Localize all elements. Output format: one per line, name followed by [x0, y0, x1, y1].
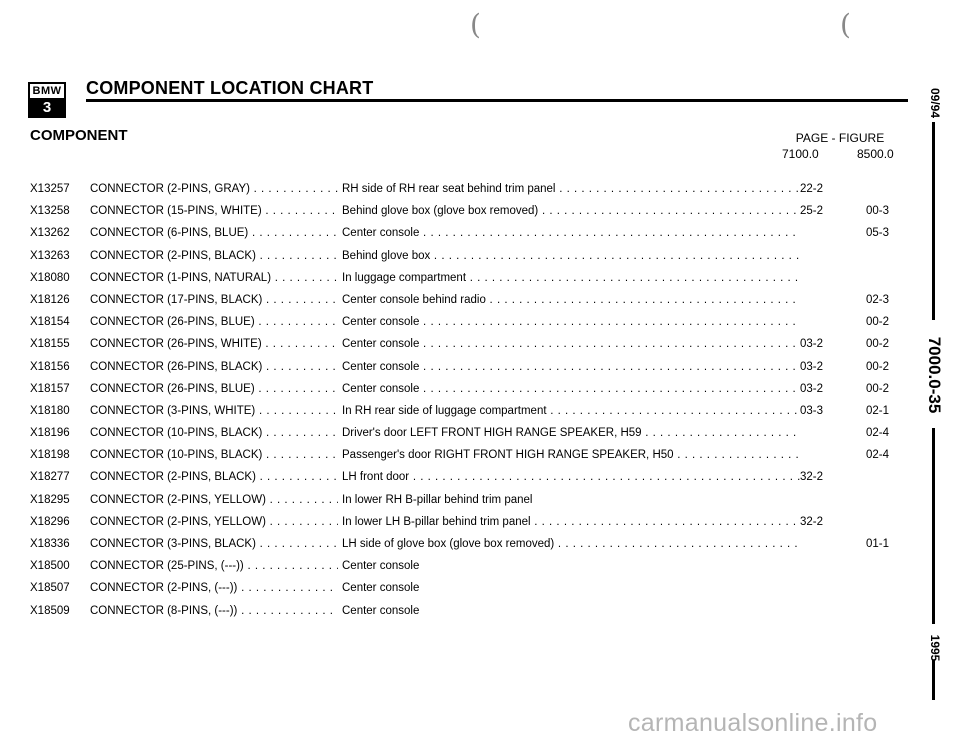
side-page-number: 7000.0-35: [925, 336, 944, 414]
page-figure-label: PAGE - FIGURE: [795, 131, 885, 145]
component-code: X18154: [30, 316, 70, 329]
component-name: CONNECTOR (2-PINS, GRAY) . . .: [90, 178, 338, 200]
logo-brand-text: BMW: [30, 84, 64, 100]
page-reference: 32-2: [800, 466, 826, 488]
component-code: X18180: [30, 404, 70, 417]
component-location: Behind glove box . . .: [342, 245, 800, 267]
figure-column-label: 8500.0: [857, 147, 894, 161]
component-code: X18295: [30, 493, 70, 506]
component-table: [0, 178, 960, 622]
table-row: [0, 333, 960, 355]
table-row: [0, 555, 960, 577]
component-location: Center console: [342, 582, 420, 595]
title-underline: [86, 99, 908, 102]
component-code: X18080: [30, 271, 70, 284]
component-location: Center console . . .: [342, 378, 800, 400]
figure-reference: 02-3: [866, 293, 890, 306]
component-location: Driver's door LEFT FRONT HIGH RANGE SPEAKER, H59 . . .: [342, 422, 800, 444]
component-location: LH side of glove box (glove box removed) . . .: [342, 533, 800, 555]
page-reference: 32-2: [800, 511, 826, 533]
table-row: [0, 267, 960, 289]
component-name: CONNECTOR (25-PINS, (---)) . . .: [90, 555, 338, 577]
page-reference: 03-2: [800, 333, 826, 355]
figure-reference: 00-3: [866, 205, 890, 218]
component-code: X18126: [30, 293, 70, 306]
page-reference: 25-2: [800, 200, 826, 222]
component-code: X18509: [30, 604, 70, 617]
component-code: X18156: [30, 360, 70, 373]
footer-watermark-url: carmanualsonline.info: [628, 709, 878, 737]
side-rule: [932, 122, 935, 320]
component-code: X13258: [30, 205, 70, 218]
table-row: [0, 178, 960, 200]
figure-reference: 00-2: [866, 382, 890, 395]
figure-reference: 00-2: [866, 338, 890, 351]
side-date: 09/94: [928, 87, 942, 119]
table-row: [0, 378, 960, 400]
component-code: X18296: [30, 515, 70, 528]
table-row: [0, 200, 960, 222]
component-name: CONNECTOR (26-PINS, WHITE) . . .: [90, 333, 338, 355]
page-reference: 03-2: [800, 378, 826, 400]
table-row: [0, 489, 960, 511]
logo-series-text: 3: [30, 100, 64, 116]
component-code: X18196: [30, 427, 70, 440]
component-name: CONNECTOR (15-PINS, WHITE) . . .: [90, 200, 338, 222]
page-column-label: 7100.0: [782, 147, 819, 161]
component-code: X18198: [30, 449, 70, 462]
section-heading: COMPONENT: [30, 127, 128, 144]
scan-mark: (: [840, 8, 851, 41]
component-location: Center console: [342, 604, 420, 617]
component-name: CONNECTOR (3-PINS, WHITE) . . .: [90, 400, 338, 422]
component-name: CONNECTOR (2-PINS, BLACK) . . .: [90, 245, 338, 267]
side-rule: [932, 428, 935, 624]
component-location: Center console: [342, 560, 420, 573]
component-location: In RH rear side of luggage compartment . . .: [342, 400, 800, 422]
component-name: CONNECTOR (26-PINS, BLACK) . . .: [90, 356, 338, 378]
component-name: CONNECTOR (2-PINS, YELLOW) . . .: [90, 511, 338, 533]
component-name: CONNECTOR (26-PINS, BLUE) . . .: [90, 311, 338, 333]
page-reference: 22-2: [800, 178, 826, 200]
table-row: [0, 245, 960, 267]
component-code: X18336: [30, 538, 70, 550]
component-code: X18500: [30, 560, 70, 573]
table-row: [0, 600, 960, 622]
component-code: X18507: [30, 582, 70, 595]
component-location: In luggage compartment . . .: [342, 267, 800, 289]
table-row: [0, 422, 960, 444]
figure-reference: 02-1: [866, 404, 890, 417]
figure-reference: 05-3: [866, 227, 890, 240]
component-location: Center console behind radio . . .: [342, 289, 800, 311]
component-name: CONNECTOR (17-PINS, BLACK) . . .: [90, 289, 338, 311]
component-location: Center console . . .: [342, 222, 800, 244]
component-name: CONNECTOR (2-PINS, BLACK) . . .: [90, 466, 338, 488]
component-code: X18155: [30, 338, 70, 351]
component-location: RH side of RH rear seat behind trim panel . . .: [342, 178, 800, 200]
figure-reference: 01-1: [866, 538, 890, 550]
table-row: [0, 511, 960, 533]
component-code: X13263: [30, 249, 70, 262]
component-location: Behind glove box (glove box removed) . . .: [342, 200, 800, 222]
table-row: [0, 444, 960, 466]
bmw-3-series-logo: [28, 82, 66, 118]
figure-reference: 00-2: [866, 360, 890, 373]
table-row: [0, 356, 960, 378]
page-reference: 03-3: [800, 400, 826, 422]
component-name: CONNECTOR (10-PINS, BLACK) . . .: [90, 422, 338, 444]
component-location: Center console . . .: [342, 356, 800, 378]
component-name: CONNECTOR (1-PINS, NATURAL) . . .: [90, 267, 338, 289]
component-code: X13257: [30, 183, 70, 195]
document-title: COMPONENT LOCATION CHART: [86, 78, 374, 98]
component-location: Passenger's door RIGHT FRONT HIGH RANGE SPEAKER, H50 . . .: [342, 444, 800, 466]
component-name: CONNECTOR (6-PINS, BLUE) . . .: [90, 222, 338, 244]
scan-mark: (: [470, 8, 481, 41]
table-row: [0, 400, 960, 422]
table-row: [0, 466, 960, 488]
component-name: CONNECTOR (2-PINS, (---)) . . .: [90, 577, 338, 599]
table-row: [0, 533, 960, 555]
component-location: LH front door . . .: [342, 466, 800, 488]
side-year: 1995: [928, 634, 942, 662]
component-location: Center console . . .: [342, 333, 800, 355]
table-row: [0, 311, 960, 333]
component-name: CONNECTOR (8-PINS, (---)) . . .: [90, 600, 338, 622]
component-location: In lower LH B-pillar behind trim panel . . .: [342, 511, 800, 533]
table-row: [0, 289, 960, 311]
component-code: X13262: [30, 227, 70, 240]
component-name: CONNECTOR (10-PINS, BLACK) . . .: [90, 444, 338, 466]
component-location: In lower RH B-pillar behind trim panel: [342, 493, 533, 506]
figure-reference: 00-2: [866, 316, 890, 329]
component-name: CONNECTOR (26-PINS, BLUE) . . .: [90, 378, 338, 400]
component-code: X18277: [30, 471, 70, 484]
page-reference: 03-2: [800, 356, 826, 378]
figure-reference: 02-4: [866, 449, 890, 462]
component-location: Center console . . .: [342, 311, 800, 333]
table-row: [0, 222, 960, 244]
component-name: CONNECTOR (2-PINS, YELLOW) . . .: [90, 489, 338, 511]
component-code: X18157: [30, 382, 70, 395]
table-row: [0, 577, 960, 599]
component-name: CONNECTOR (3-PINS, BLACK) . . .: [90, 533, 338, 555]
figure-reference: 02-4: [866, 427, 890, 440]
